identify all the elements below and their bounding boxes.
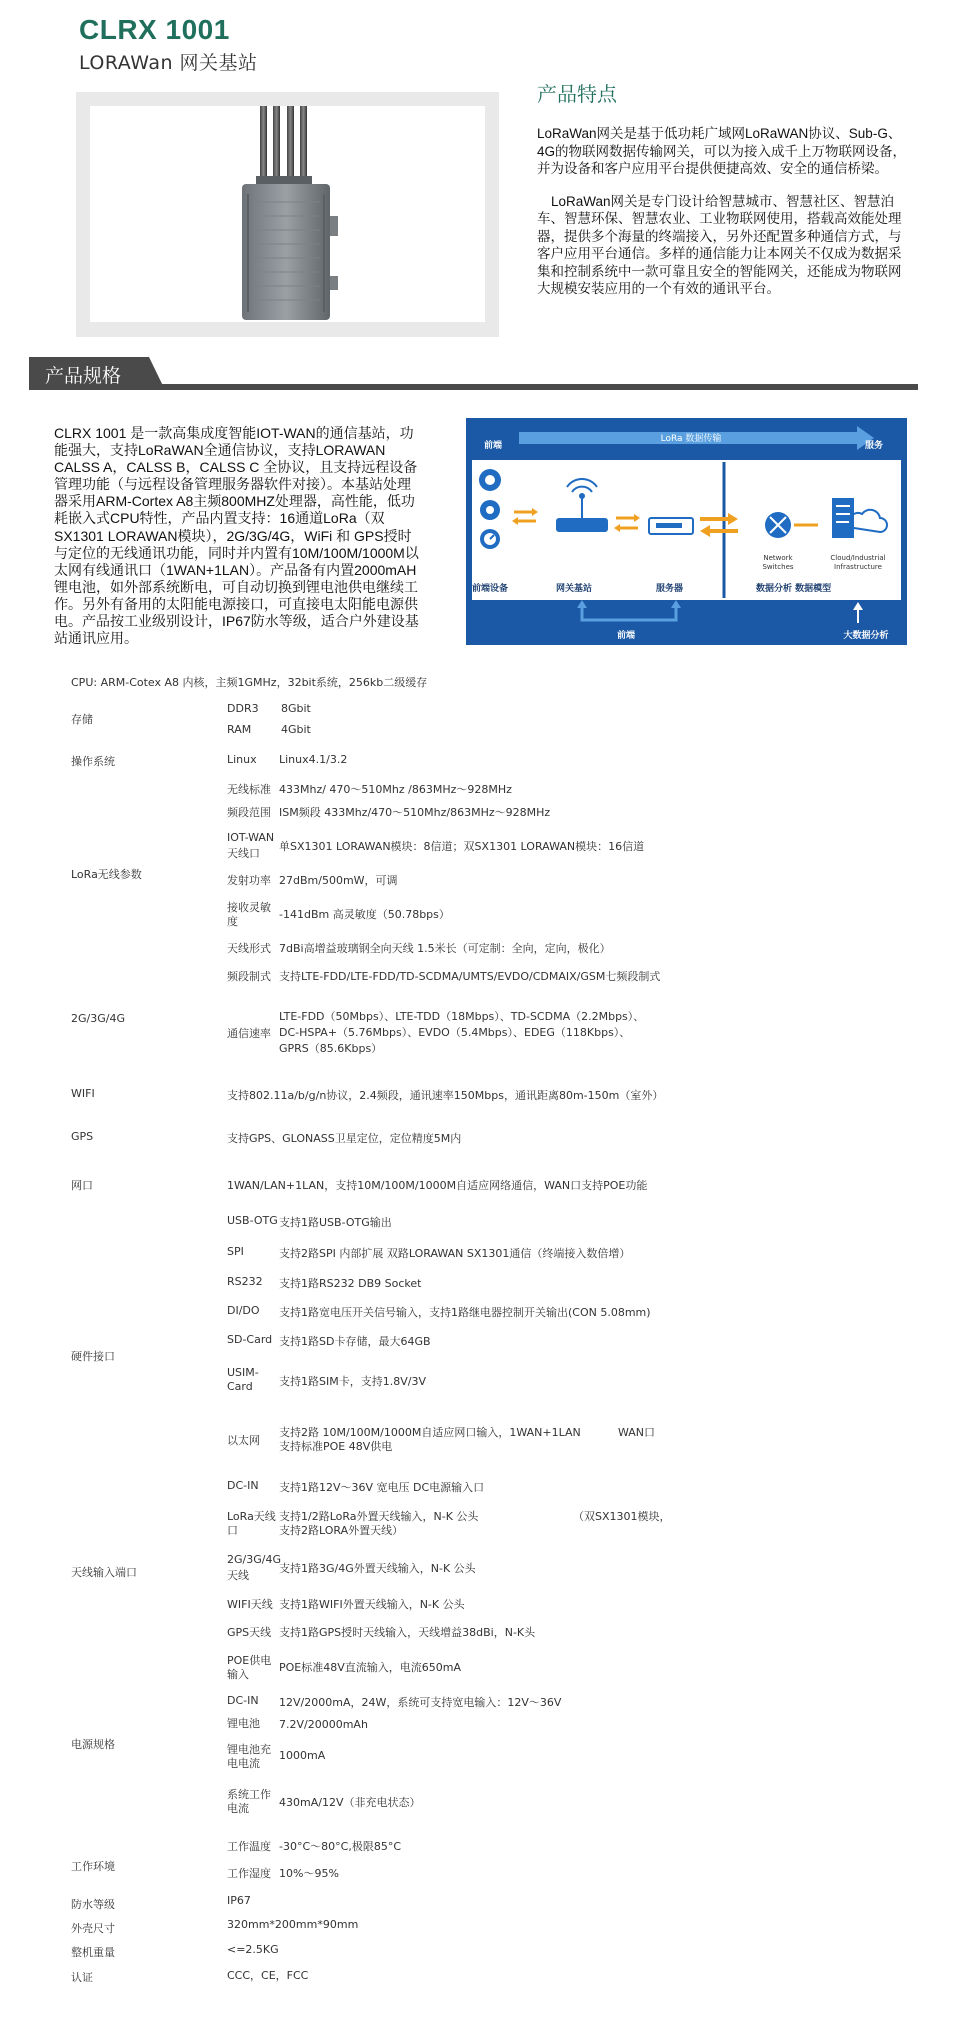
network-switch-icon <box>765 512 791 538</box>
antenna-value-5: POE标准48V直流输入，电流650mA <box>279 1661 461 1674</box>
features-paragraph-2: LoRaWan网关是专门设计给智慧城市、智慧社区、智慧泊车、智慧环保、智慧农业、工业物联网使用，搭载高效能处理器，提供多个海量的终端接入，另外还配置多种通信方式，与客户应用平台通信。多样的通信能力让本网关不仅成为数据采集和控制系统中一款可靠且安全的智能网关，还能成为物联网大规模安装应用的一个有效的通讯平台。 <box>537 193 902 296</box>
devices-label: 前端设备 <box>472 584 509 594</box>
hw-key-6: 以太网 <box>227 1434 260 1447</box>
server-label: 服务器 <box>656 584 684 594</box>
bottom-right-label: 大数据分析 <box>843 631 889 641</box>
antenna-value-1a: 支持1/2路LoRa外置天线输入，N-K 公头 <box>279 1510 479 1523</box>
product-photo <box>90 106 485 322</box>
lora-value-2: 单SX1301 LORAWAN模块：8信道；双SX1301 LORAWAN模块：16信道 <box>279 840 645 853</box>
hw-key-0: USB-OTG <box>227 1214 278 1227</box>
ip-value: IP67 <box>227 1894 251 1907</box>
antenna-key-1a: LoRa天线 <box>227 1510 276 1523</box>
product-subtitle: LORAWan 网关基站 <box>79 52 258 74</box>
product-photo-frame <box>76 92 499 337</box>
lora-key-4a: 接收灵敏 <box>227 901 271 914</box>
network-label-2: Switches <box>762 563 794 571</box>
lora-key-0: 无线标准 <box>227 783 271 796</box>
hw-value-6a: 支持2路 10M/100M/1000M自适应网口输入，1WAN+1LAN <box>279 1426 581 1439</box>
cert-value: CCC，CE，FCC <box>227 1969 309 1982</box>
hw-value-3: 支持1路宽电压开关信号输入，支持1路继电器控制开关输出(CON 5.08mm) <box>279 1306 651 1319</box>
ip-label: 防水等级 <box>71 1898 115 1911</box>
architecture-diagram <box>466 418 907 645</box>
hw-value-0: 支持1路USB-OTG输出 <box>279 1216 392 1229</box>
antenna-key-3: WIFI天线 <box>227 1598 273 1611</box>
power-key-1: 锂电池 <box>227 1717 260 1730</box>
cpu-spec: CPU: ARM-Cotex A8 内核，主频1GMHz，32bit系统，256kb二级缓存 <box>71 676 428 689</box>
hw-key-2: RS232 <box>227 1275 263 1288</box>
gateway-icon <box>556 518 608 532</box>
power-key-2b: 电电流 <box>227 1757 260 1770</box>
env-value-0: -30°C～80°C,极限85°C <box>279 1840 401 1853</box>
gateway-device-image <box>90 106 485 322</box>
os-label: 操作系统 <box>71 755 115 768</box>
lora-label: LoRa无线参数 <box>71 868 142 881</box>
hw-key-5b: Card <box>227 1380 253 1393</box>
power-value-2: 1000mA <box>279 1749 326 1762</box>
antenna-key-4: GPS天线 <box>227 1626 272 1639</box>
diagram-right-label: 服务 <box>865 441 884 451</box>
network-label-1: Network <box>763 554 793 562</box>
spec-section-title: 产品规格 <box>45 365 122 387</box>
hw-value-6c: 支持标准POE 48V供电 <box>279 1440 393 1453</box>
env-key-0: 工作温度 <box>227 1840 271 1853</box>
power-value-1: 7.2V/20000mAh <box>279 1718 368 1731</box>
storage-ddr3-key: DDR3 <box>227 702 259 715</box>
antenna-value-4: 支持1路GPS授时天线输入，天线增益38dBi，N-K头 <box>279 1626 536 1639</box>
wifi-value: 支持802.11a/b/g/n协议，2.4频段，通讯速率150Mbps，通讯距离80m-150m（室外） <box>227 1089 664 1102</box>
lora-key-3: 发射功率 <box>227 874 271 887</box>
weight-label: 整机重量 <box>71 1946 115 1959</box>
power-value-3: 430mA/12V（非充电状态） <box>279 1796 421 1809</box>
port-label: 网口 <box>71 1179 93 1192</box>
power-key-3a: 系统工作 <box>227 1788 271 1801</box>
hw-value-6b: WAN口 <box>618 1426 656 1439</box>
lora-value-3: 27dBm/500mW，可调 <box>279 874 398 887</box>
storage-ram-key: RAM <box>227 723 252 736</box>
antenna-key-0: DC-IN <box>227 1479 259 1492</box>
antenna-key-5b: 输入 <box>227 1668 249 1681</box>
cert-label: 认证 <box>71 1971 93 1984</box>
hw-key-1: SPI <box>227 1245 244 1258</box>
features-paragraph-1: LoRaWan网关是基于低功耗广域网LoRaWAN协议、Sub-G、4G的物联网数据传输网关，可以为接入成千上万物联网设备，并为设备和客户应用平台提供便捷高效、安全的通信桥梁。 <box>537 126 907 176</box>
hw-key-5a: USIM- <box>227 1366 259 1379</box>
hw-value-4: 支持1路SD卡存储，最大64GB <box>279 1335 431 1348</box>
wifi-label: WIFI <box>71 1087 95 1100</box>
power-label: 电源规格 <box>71 1738 115 1751</box>
spec-section-header <box>29 357 918 393</box>
cellular-rate-value-3: GPRS（85.6Kbps） <box>279 1042 383 1055</box>
cellular-rate-value-1: LTE-FDD（50Mbps）、LTE-TDD（18Mbps）、TD-SCDMA（2.2Mbps）、 <box>279 1010 645 1023</box>
storage-label: 存储 <box>71 713 93 726</box>
lora-value-4: -141dBm 高灵敏度（50.78bps） <box>279 908 450 921</box>
os-key: Linux <box>227 753 257 766</box>
hw-value-5: 支持1路SIM卡，支持1.8V/3V <box>279 1375 426 1388</box>
lora-key-1: 频段范围 <box>227 806 271 819</box>
hw-key-4: SD-Card <box>227 1333 273 1346</box>
diagram-left-label: 前端 <box>484 441 503 451</box>
lora-key-2b: 天线口 <box>227 847 260 860</box>
size-value: 320mm*200mm*90mm <box>227 1918 359 1931</box>
lora-key-4b: 度 <box>227 915 238 928</box>
spec-intro-text: CLRX 1001 是一款高集成度智能IOT-WAN的通信基站，功能强大，支持LoRaWAN全通信协议，支持LORAWAN CALSS A，CALSS B，CALSS C 全协议，且支持远程设备管理功能（与远程设备管理服务器软件对接）。本基站处理器采用ARM-Cortex A8主频800MHZ处理器，高性能，低功耗嵌入式CPU特性，产品内置支持：16通道LoRa（双SX1301 LORAWAN模块），2G/3G/4G，WiFi 和 GPS授时与定位的无线通讯功能，同时并内置有10M/100M/1000M以太网有线通讯口（1WAN+1LAN）。产品备有内置2000mAH 锂电池，如外部系统断电，可自动切换到锂电池供电继续工作。另外有备用的太阳能电源接口，可直接电太阳能电源供电。产品按工业级别设计，IP67防水等级，适合户外建设基站通讯应用。 <box>54 425 419 647</box>
power-key-0: DC-IN <box>227 1694 259 1707</box>
antenna-value-1c: 支持2路LORA外置天线） <box>279 1524 404 1537</box>
env-key-1: 工作湿度 <box>227 1867 271 1880</box>
analysis-label: 数据分析 数据模型 <box>756 584 832 594</box>
diagram-top-label: LoRa 数据传输 <box>660 434 722 444</box>
lora-value-5: 7dBi高增益玻璃钢全向天线 1.5米长（可定制：全向，定向，极化） <box>279 942 611 955</box>
cellular-rate-value-2: DC-HSPA+（5.76Mbps）、EVDO（5.4Mbps）、EDEG（118Kbps）、 <box>279 1026 631 1039</box>
env-value-1: 10%～95% <box>279 1867 339 1880</box>
features-text <box>537 125 909 313</box>
weight-value: <=2.5KG <box>227 1943 279 1956</box>
cellular-rate-key: 通信速率 <box>227 1027 271 1040</box>
lora-key-2a: IOT-WAN <box>227 831 275 844</box>
antenna-key-1b: 口 <box>227 1524 238 1537</box>
cloud-label-1: Cloud/Industrial <box>830 554 886 562</box>
cellular-mode-value: 支持LTE-FDD/LTE-FDD/TD-SCDMA/UMTS/EVDO/CDMAIX/GSM七频段制式 <box>279 970 661 983</box>
storage-ddr3-value: 8Gbit <box>281 702 311 715</box>
hw-label: 硬件接口 <box>71 1350 115 1363</box>
features-title: 产品特点 <box>537 82 617 106</box>
port-value: 1WAN/LAN+1LAN，支持10M/100M/1000M自适应网络通信，WAN口支持POE功能 <box>227 1179 648 1192</box>
architecture-diagram-svg <box>466 418 907 645</box>
product-title: CLRX 1001 <box>79 14 230 45</box>
lora-value-1: ISM频段 433Mhz/470～510Mhz/863MHz～928MHz <box>279 806 551 819</box>
size-label: 外壳尺寸 <box>71 1922 115 1935</box>
antenna-value-0: 支持1路12V～36V 宽电压 DC电源输入口 <box>279 1481 485 1494</box>
bottom-left-label: 前端 <box>616 631 636 641</box>
env-label: 工作环境 <box>71 1860 115 1873</box>
antenna-label: 天线输入端口 <box>71 1566 137 1579</box>
antenna-key-2a: 2G/3G/4G <box>227 1553 281 1566</box>
power-value-0: 12V/2000mA，24W，系统可支持宽电输入：12V～36V <box>279 1696 562 1709</box>
antenna-key-2b: 天线 <box>227 1569 249 1582</box>
power-key-3b: 电流 <box>227 1802 249 1815</box>
antenna-value-3: 支持1路WIFI外置天线输入，N-K 公头 <box>279 1598 465 1611</box>
os-value: Linux4.1/3.2 <box>279 753 348 766</box>
cellular-mode-key: 频段制式 <box>227 970 271 983</box>
antenna-value-1b: （双SX1301模块， <box>573 1510 671 1523</box>
hw-value-2: 支持1路RS232 DB9 Socket <box>279 1277 422 1290</box>
lora-key-5: 天线形式 <box>227 942 271 955</box>
hw-value-1: 支持2路SPI 内部扩展 双路LORAWAN SX1301通信（终端接入数倍增） <box>279 1247 631 1260</box>
gps-value: 支持GPS、GLONASS卫星定位，定位精度5M内 <box>227 1132 462 1145</box>
cellular-label: 2G/3G/4G <box>71 1012 125 1025</box>
gps-label: GPS <box>71 1130 94 1143</box>
antenna-key-5a: POE供电 <box>227 1654 272 1667</box>
hw-key-3: DI/DO <box>227 1304 260 1317</box>
antenna-value-2: 支持1路3G/4G外置天线输入，N-K 公头 <box>279 1562 476 1575</box>
gateway-label: 网关基站 <box>556 584 593 594</box>
cloud-label-2: Infrastructure <box>834 563 882 571</box>
power-key-2a: 锂电池充 <box>227 1743 271 1756</box>
lora-value-0: 433Mhz/ 470～510Mhz /863MHz～928MHz <box>279 783 512 796</box>
storage-ram-value: 4Gbit <box>281 723 311 736</box>
